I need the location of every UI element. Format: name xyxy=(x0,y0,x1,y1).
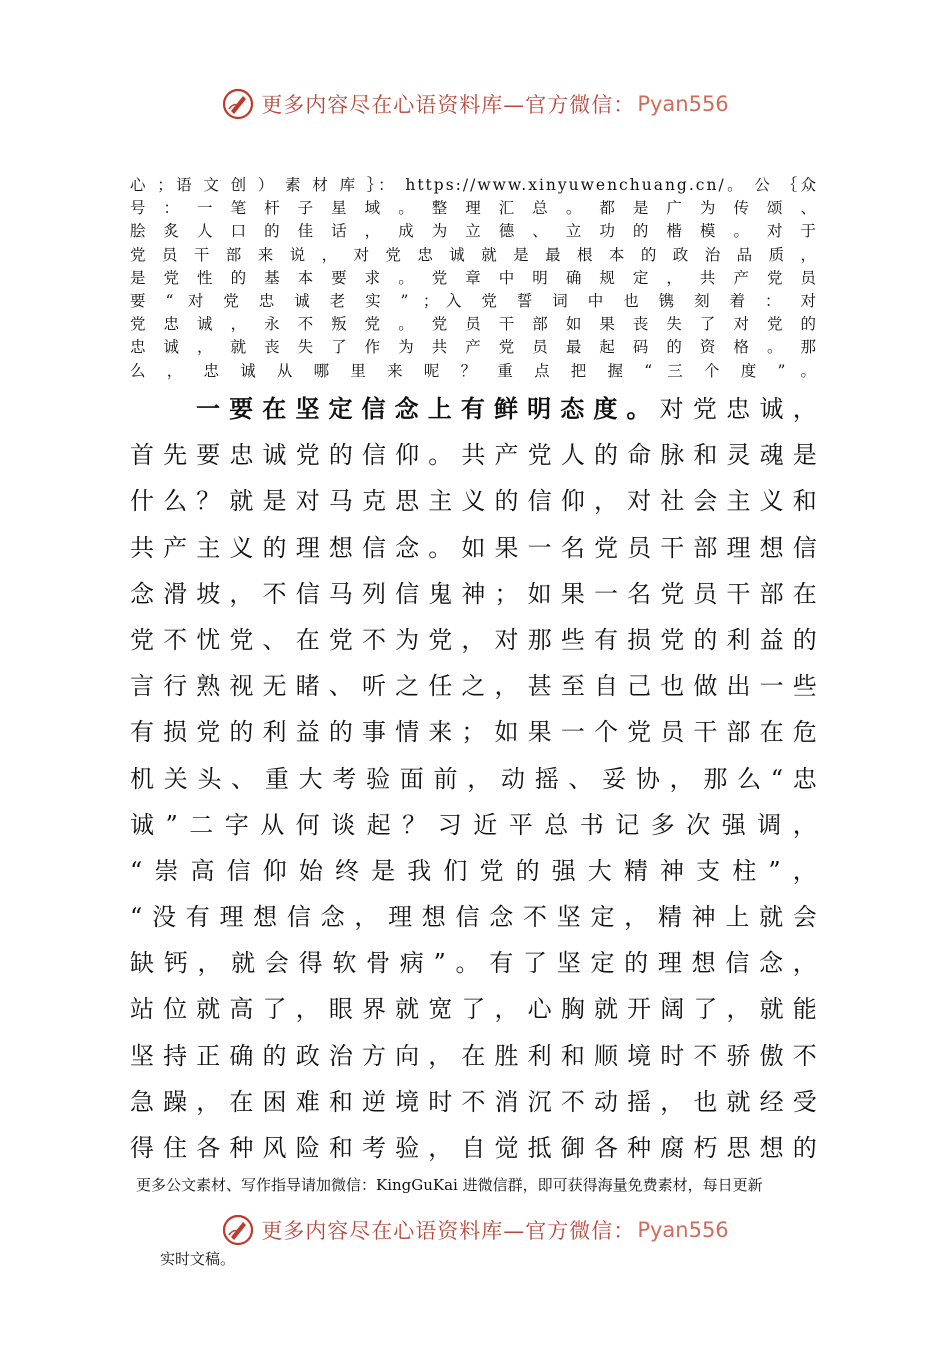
intro-line: 要 “ 对 党 忠 诚 老 实 ” ；入 党 誓 词 中 也 镌 刻 着 ： 对 xyxy=(130,291,818,310)
main-line: 念滑坡，不信马列信鬼神；如果一名党员干部在 xyxy=(130,579,824,608)
watermark-handle: Pyan556 xyxy=(637,92,729,116)
main-line: “没有理想信念，理想信念不坚定，精神上就会 xyxy=(130,903,824,932)
pen-logo-icon xyxy=(221,1213,255,1247)
intro-paragraph xyxy=(130,174,818,383)
main-line: “崇高信仰始终是我们党的强大精神支柱”， xyxy=(130,856,824,885)
main-line: 得住各种风险和考验，自觉抵御各种腐朽思想的 xyxy=(130,1134,824,1162)
intro-line: 是 党 性 的 基 本 要 求 。 党 章 中 明 确 规 定 ， 共 产 党 员 xyxy=(130,268,818,287)
main-line: 急躁，在困难和逆境时不消沉不动摇，也就经受 xyxy=(130,1087,824,1116)
lead-heading: 一要在坚定信念上有鲜明态度。 xyxy=(196,394,660,423)
intro-line: 脍 炙 人 口 的 佳 话 ， 成 为 立 德 、 立 功 的 楷 模 。 对 于 xyxy=(130,222,818,241)
main-line: 党不忧党、在党不为党，对那些有损党的利益的 xyxy=(130,625,824,654)
main-paragraph xyxy=(130,386,824,1171)
main-line: 机关头、重大考验面前，动摇、妥协，那么“忠 xyxy=(130,764,824,793)
main-line: 诚”二字从何谈起？习近平总书记多次强调， xyxy=(130,810,824,839)
main-line: 站位就高了，眼界就宽了，心胸就开阔了，就能 xyxy=(130,995,824,1024)
intro-line: 党 员 干 部 来 说 ， 对 党 忠 诚 就 是 最 根 本 的 政 治 品 质 ， xyxy=(130,245,818,264)
main-line: 共产主义的理想信念。如果一名党员干部理想信 xyxy=(130,533,824,562)
intro-line: 忠 诚 ， 就 丧 失 了 作 为 共 产 党 员 最 起 码 的 资 格 。 那 xyxy=(130,338,818,357)
intro-line: 党 忠 诚 ， 永 不 叛 党 。 党 员 干 部 如 果 丧 失 了 对 党 的 xyxy=(130,315,818,334)
main-line: 言行熟视无睹、听之任之，甚至自己也做出一些 xyxy=(130,672,824,701)
watermark-header xyxy=(0,84,950,124)
main-line: 什么？就是对马克思主义的信仰，对社会主义和 xyxy=(130,487,824,516)
first-line-rest: 对党忠诚， xyxy=(659,395,824,423)
main-line: 有损党的利益的事情来；如果一个党员干部在危 xyxy=(130,718,824,747)
main-line: 坚持正确的政治方向，在胜利和顺境时不骄傲不 xyxy=(130,1041,824,1070)
watermark-text: 更多内容尽在心语资料库—官方微信： xyxy=(261,1219,636,1243)
intro-line: 心 ；语 文 创 ） 素 材 库 ｝： https://www.xinyuwenchuang.cn/。 公 ｛众 xyxy=(130,176,818,194)
footer-note: 更多公文素材、写作指导请加微信：KingGuKai 进微信群，即可获得海量免费素材，每日更新 xyxy=(136,1176,763,1194)
intro-line: 么 ， 忠 诚 从 哪 里 来 呢 ？ 重 点 把 握 “ 三 个 度 ” 。 xyxy=(130,361,818,380)
main-line: 缺钙，就会得软骨病”。有了坚定的理想信念， xyxy=(130,949,824,978)
watermark-handle: Pyan556 xyxy=(637,1218,729,1242)
pen-logo-icon xyxy=(221,87,255,121)
tail-text: 实时文稿。 xyxy=(160,1250,236,1268)
main-line-first xyxy=(130,386,824,432)
intro-line: 号 ： 一 笔 杆 子 星 域 。 整 理 汇 总 。 都 是 广 为 传 颂 、 xyxy=(130,199,818,218)
watermark-text: 更多内容尽在心语资料库—官方微信： xyxy=(261,93,636,117)
main-line: 首先要忠诚党的信仰。共产党人的命脉和灵魂是 xyxy=(130,441,824,470)
watermark-footer xyxy=(0,1210,950,1250)
